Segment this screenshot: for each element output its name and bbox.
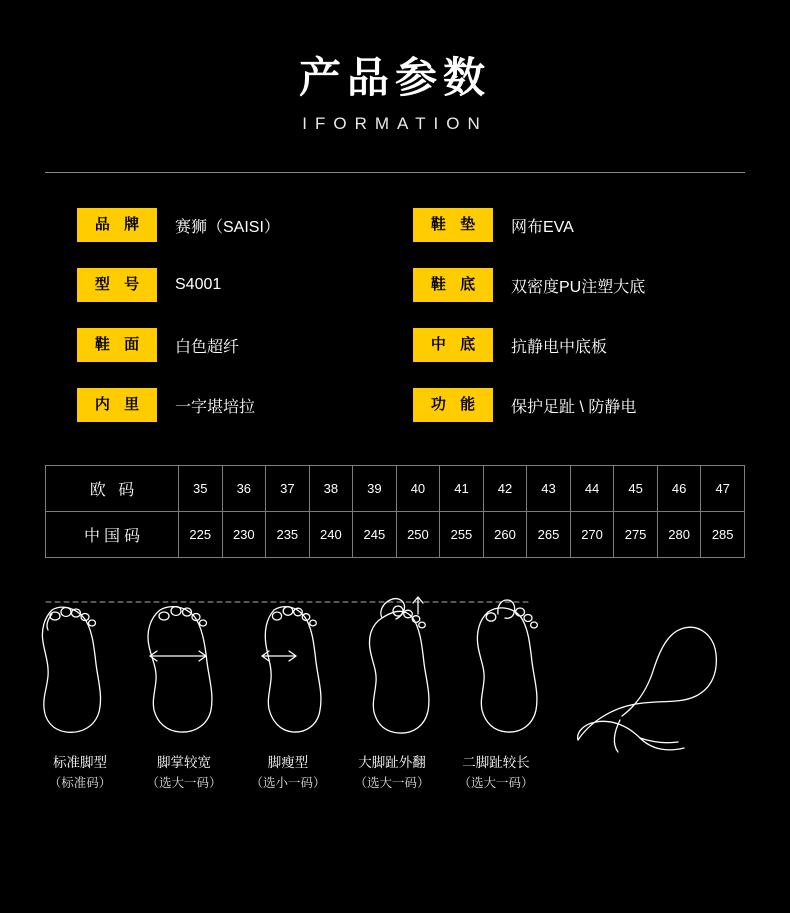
spec-column-right: [395, 207, 745, 447]
spec-label: 型 号: [77, 268, 157, 302]
spec-label: 鞋 面: [77, 328, 157, 362]
foot-shapes-svg: [0, 592, 790, 842]
page-subtitle: IFORMATION: [302, 114, 488, 133]
table-cell: 39: [353, 466, 397, 512]
spec-row: [413, 327, 745, 363]
foot-type-advice: （选大一码）: [146, 776, 222, 790]
foot-type-name: 二脚趾较长: [462, 755, 530, 770]
width-arrow-narrow: [262, 651, 296, 661]
foot-profile-illustration: [578, 627, 717, 752]
foot-outline-narrow: [262, 607, 321, 732]
size-chart: [45, 465, 745, 558]
page-title: 产品参数: [298, 54, 491, 101]
table-cell: 280: [657, 512, 701, 558]
page-header: [0, 0, 790, 134]
row-header: 中国码: [46, 512, 179, 558]
foot-type-advice: （标准码）: [48, 776, 112, 790]
foot-type-item: [132, 752, 236, 794]
spec-label: 鞋 垫: [413, 208, 493, 242]
foot-type-item: [28, 752, 132, 794]
table-cell: 45: [614, 466, 658, 512]
foot-outline-wide: [148, 607, 212, 733]
bunion-arrow: [413, 597, 423, 614]
table-cell: 36: [222, 466, 266, 512]
spec-label: 品 牌: [77, 208, 157, 242]
spec-label: 中 底: [413, 328, 493, 362]
spec-row: [77, 387, 395, 423]
spec-value: 网布EVA: [511, 218, 574, 236]
table-cell: 245: [353, 512, 397, 558]
table-cell: 225: [179, 512, 223, 558]
table-cell: 37: [266, 466, 310, 512]
table-cell: 255: [440, 512, 484, 558]
foot-type-item: [444, 752, 548, 794]
spec-value: 一字堪培拉: [175, 398, 256, 416]
spec-value: S4001: [175, 276, 222, 293]
spec-label: 功 能: [413, 388, 493, 422]
width-arrow-wide: [150, 651, 206, 661]
header-divider: [45, 172, 745, 173]
table-cell: 240: [309, 512, 353, 558]
table-cell: 44: [570, 466, 614, 512]
table-cell: 260: [483, 512, 527, 558]
table-cell: 46: [657, 466, 701, 512]
table-cell: 250: [396, 512, 440, 558]
spec-row: [413, 267, 745, 303]
table-cell: 40: [396, 466, 440, 512]
foot-type-item: [340, 752, 444, 794]
spec-label: 内 里: [77, 388, 157, 422]
foot-type-advice: （选大一码）: [354, 776, 430, 790]
table-row: [46, 512, 745, 558]
table-cell: 235: [266, 512, 310, 558]
table-cell: 47: [701, 466, 745, 512]
spec-label: 鞋 底: [413, 268, 493, 302]
spec-row: [413, 387, 745, 423]
row-header: 欧 码: [46, 466, 179, 512]
spec-row: [77, 207, 395, 243]
foot-type-item: [236, 752, 340, 794]
table-cell: 265: [527, 512, 571, 558]
table-cell: 38: [309, 466, 353, 512]
foot-type-name: 脚瘦型: [267, 755, 309, 770]
spec-list: [45, 207, 745, 447]
spec-value: 保护足趾 \ 防静电: [511, 398, 637, 416]
table-cell: 35: [179, 466, 223, 512]
spec-row: [77, 327, 395, 363]
table-cell: 285: [701, 512, 745, 558]
spec-column-left: [45, 207, 395, 447]
foot-outline-standard: [42, 607, 100, 732]
table-cell: 230: [222, 512, 266, 558]
foot-type-name: 大脚趾外翻: [358, 755, 426, 770]
spec-value: 抗静电中底板: [511, 338, 608, 356]
spec-value: 双密度PU注塑大底: [511, 278, 646, 296]
table-cell: 275: [614, 512, 658, 558]
table-row: [46, 466, 745, 512]
spec-value: 白色超纤: [175, 338, 240, 356]
spec-row: [77, 267, 395, 303]
spec-value: 赛狮（SAISI）: [175, 218, 280, 236]
foot-type-name: 脚掌较宽: [157, 755, 211, 770]
foot-type-advice: （选小一码）: [250, 776, 326, 790]
table-cell: 43: [527, 466, 571, 512]
foot-type-advice: （选大一码）: [458, 776, 534, 790]
spec-row: [413, 207, 745, 243]
foot-outline-bunion: [370, 597, 429, 733]
foot-type-labels: [28, 752, 548, 794]
foot-type-diagram: [0, 592, 790, 842]
size-table: [45, 465, 745, 558]
table-cell: 42: [483, 466, 527, 512]
foot-type-name: 标准脚型: [53, 755, 107, 770]
foot-outline-long-second-toe: [477, 600, 537, 732]
table-cell: 41: [440, 466, 484, 512]
table-cell: 270: [570, 512, 614, 558]
